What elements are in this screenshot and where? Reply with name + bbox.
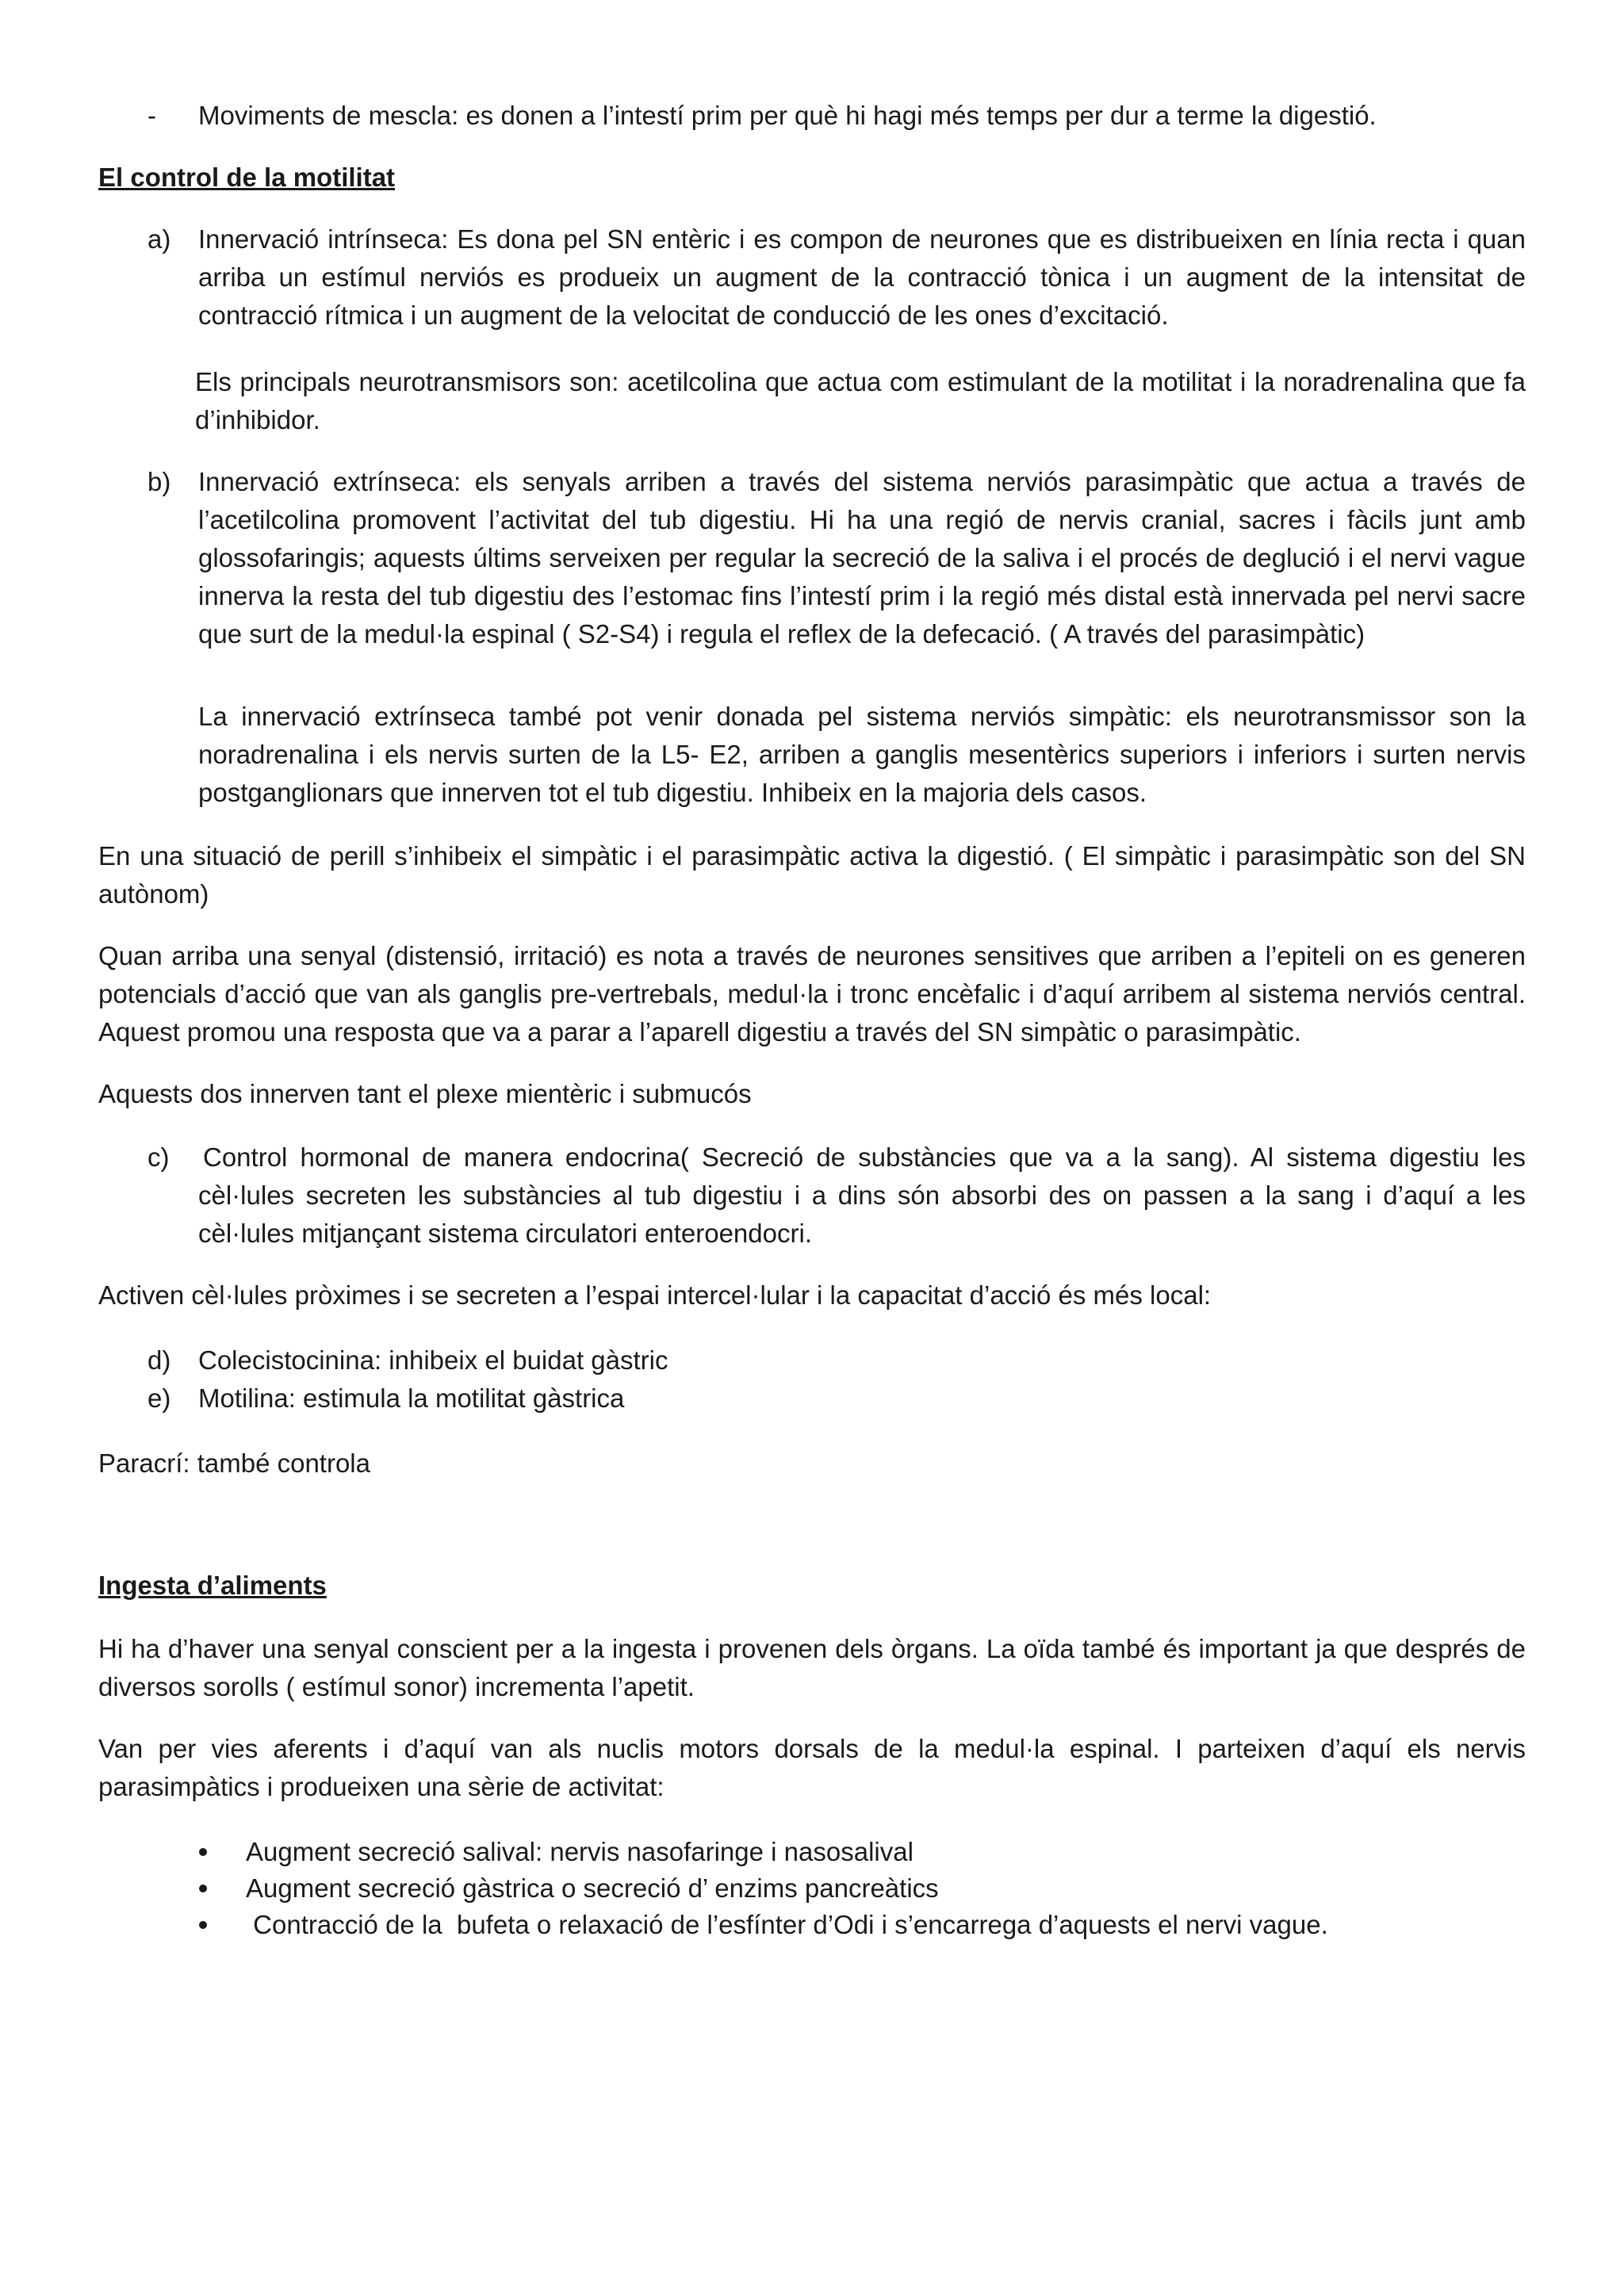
bullet-item: Augment secreció gàstrica o secreció d’ enzims pancreàtics [246, 1873, 939, 1903]
item-a-neurotransmitters: Els principals neurotransmisors son: acetilcolina que actua com estimulant de la motilitat i la noradrenalina que fa d’inhibidor. [195, 367, 1526, 434]
top-item-text: Moviments de mescla: es donen a l’intestí prim per què hi hagi més temps per dur a terme la digestió. [198, 101, 1377, 130]
ingesta-para-1: Hi ha d’haver una senyal conscient per a la ingesta i provenen dels òrgans. La oïda també és important ja que després de diversos sorolls ( estímul sonor) incrementa l’apetit. [98, 1634, 1526, 1701]
item-c-text: Control hormonal de manera endocrina( Secreció de substàncies que va a la sang). Al sistema digestiu les cèl·lules secreten les substàncies al tub digestiu i a dins són absorbi des on passen a la sang i d’aquí a les cèl·lules mitjançant sistema circulatori enteroendocri. [198, 1142, 1526, 1248]
bullet-dot [199, 1921, 207, 1929]
heading-ingesta: Ingesta d’aliments [98, 1571, 327, 1600]
item-d-marker: d) [147, 1345, 171, 1375]
item-b-simpatic: La innervació extrínseca també pot venir donada pel sistema nerviós simpàtic: els neurotransmissor son la noradrenalina i els nervis surten de la L5- E2, arriben a ganglis mesentèrics superiors i inferiors i surten nervis postganglionars que innerven tot el tub digestiu. Inhibeix en la majoria dels casos. [198, 702, 1526, 807]
item-e-marker: e) [147, 1383, 171, 1413]
item-e-text: Motilina: estimula la motilitat gàstrica [198, 1383, 625, 1413]
top-item-marker: - [147, 101, 156, 130]
bullet-item: Augment secreció salival: nervis nasofaringe i nasosalival [246, 1837, 914, 1866]
bullet-item: Contracció de la bufeta o relaxació de l’esfínter d’Odi i s’encarrega d’aquests el nervi vague. [246, 1910, 1328, 1939]
para-perill: En una situació de perill s’inhibeix el simpàtic i el parasimpàtic activa la digestió. ( El simpàtic i parasimpàtic son del SN autònom) [98, 841, 1526, 909]
item-d-text: Colecistocinina: inhibeix el buidat gàstric [198, 1345, 668, 1375]
para-paracri: Paracrí: també controla [98, 1448, 370, 1478]
para-activen: Activen cèl·lules pròximes i se secreten a l’espai intercel·lular i la capacitat d’acció és més local: [98, 1280, 1212, 1310]
para-plexe: Aquests dos innerven tant el plexe mientèric i submucós [98, 1079, 752, 1108]
item-b-text: Innervació extrínseca: els senyals arriben a través del sistema nerviós parasimpàtic que actua a través de l’acetilcolina promovent l’activitat del tub digestiu. Hi ha una regió de nervis cranial, sacres i fàcils junt amb glossofaringis; aquests últims serveixen per regular la secreció de la saliva i el procés de deglució i el nervi vague innerva la resta del tub digestiu des l’estomac fins l’intestí prim i la regió més distal està innervada pel nervi sacre que surt de la medul·la espinal ( S2-S4) i regula el reflex de la defecació. ( A través del parasimpàtic) [198, 467, 1526, 649]
bullet-dot [199, 1848, 207, 1856]
heading-control-motilitat: El control de la motilitat [98, 163, 396, 192]
item-c-marker: c) [147, 1142, 170, 1172]
para-senyal: Quan arriba una senyal (distensió, irritació) es nota a través de neurones sensitives que arriben a l’epiteli on es generen potencials d’acció que van als ganglis pre-vertrebals, medul·la i tronc encèfalic i d’aquí arribem al sistema nerviós central. Aquest promou una resposta que va a parar a l’aparell digestiu a través del SN simpàtic o parasimpàtic. [98, 941, 1526, 1047]
item-a-text: Innervació intrínseca: Es dona pel SN entèric i es compon de neurones que es distribueixen en línia recta i quan arriba un estímul nerviós es produeix un augment de la contracció tònica i un augment de la intensitat de contracció rítmica i un augment de la velocitat de conducció de les ones d’excitació. [198, 224, 1526, 330]
item-b-marker: b) [147, 467, 171, 496]
bullet-dot [199, 1885, 207, 1892]
ingesta-para-2: Van per vies aferents i d’aquí van als nuclis motors dorsals de la medul·la espinal. I parteixen d’aquí els nervis parasimpàtics i produeixen una sèrie de activitat: [98, 1734, 1526, 1801]
item-a-marker: a) [147, 224, 171, 254]
